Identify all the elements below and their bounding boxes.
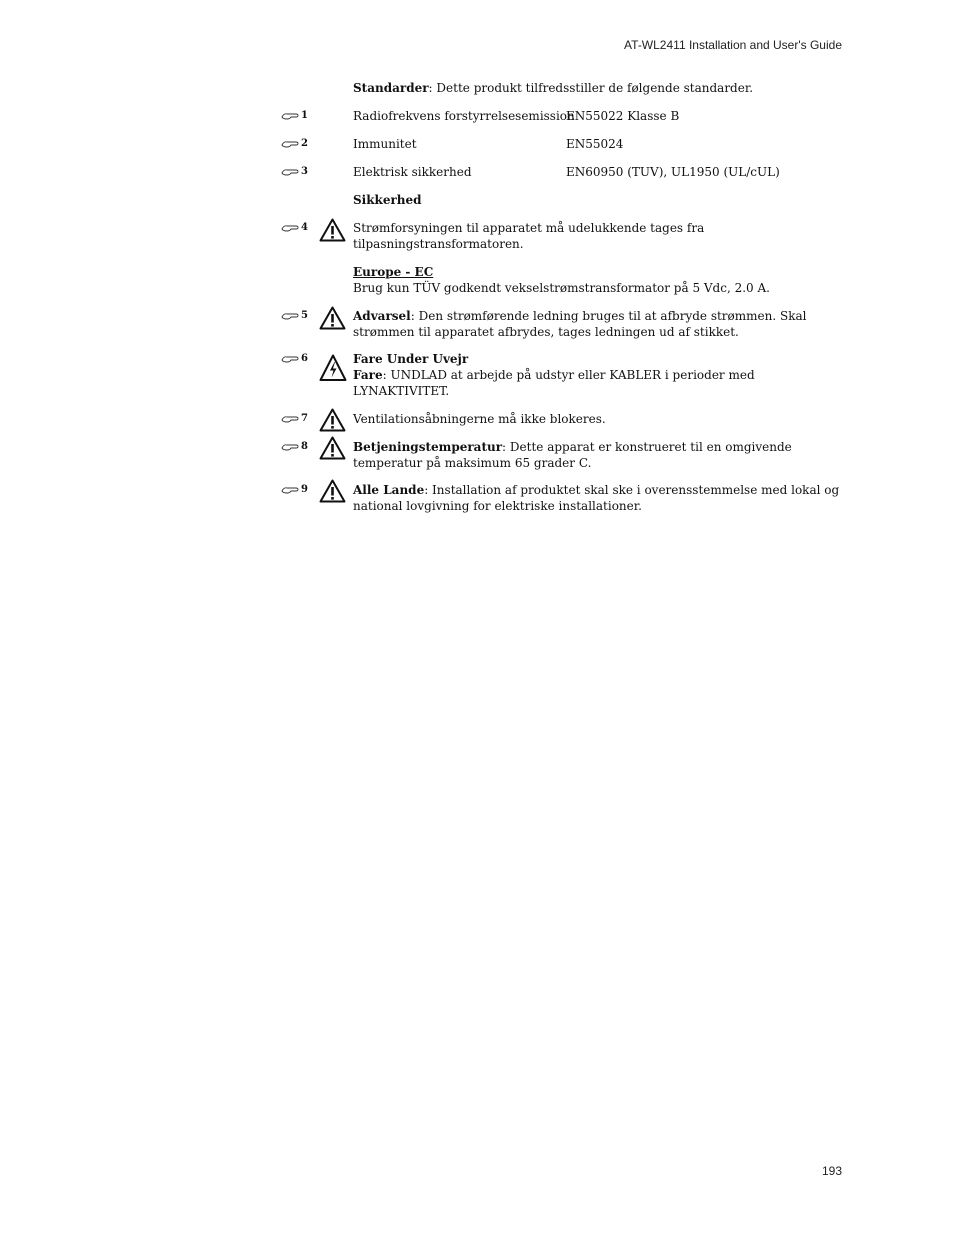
warning-triangle-icon <box>319 408 346 432</box>
item-marker-9 <box>281 484 308 495</box>
item-9-bold: Alle Lande <box>353 483 425 497</box>
item-marker-8 <box>281 441 308 452</box>
pointing-hand-icon <box>281 485 299 494</box>
item-7-text: Ventilationsåbningerne må ikke blokeres. <box>353 412 606 426</box>
item-8-text <box>353 439 843 471</box>
item-4-text: Strømforsyningen til apparatet må udelukkende tages fra tilpasningstransformatoren. <box>353 221 705 251</box>
item-5-text <box>353 308 843 340</box>
item-6-body: : UNDLAD at arbejde på udstyr eller KABLER i perioder med LYNAKTIVITET. <box>353 368 755 398</box>
standard-name: Immunitet <box>353 137 417 151</box>
page-header: AT-WL2411 Installation and User's Guide <box>624 38 842 52</box>
item-9-text <box>353 482 843 514</box>
item-number: 8 <box>301 441 308 452</box>
pointing-hand-icon <box>281 354 299 363</box>
warning-triangle-icon <box>319 306 346 330</box>
item-6-bold: Fare <box>353 368 383 382</box>
lightning-warning-icon <box>319 354 347 382</box>
warning-triangle-icon <box>319 479 346 503</box>
item-marker-4 <box>281 222 308 233</box>
pointing-hand-icon <box>281 311 299 320</box>
item-marker-5 <box>281 310 308 321</box>
europe-ec-heading: Europe - EC <box>353 265 434 279</box>
item-8-bold: Betjeningstemperatur <box>353 440 503 454</box>
standard-value: EN55024 <box>566 137 624 151</box>
item-5-body: : Den strømførende ledning bruges til at afbryde strømmen. Skal strømmen til apparatet afbrydes, tages ledningen ud af stikket. <box>353 309 807 339</box>
standards-intro-text: : Dette produkt tilfredsstiller de følgende standarder. <box>428 81 754 95</box>
item-5-bold: Advarsel <box>353 309 411 323</box>
item-number: 5 <box>301 310 308 321</box>
item-marker-7 <box>281 413 308 424</box>
safety-heading: Sikkerhed <box>353 193 422 207</box>
standard-value: EN60950 (TUV), UL1950 (UL/cUL) <box>566 165 780 179</box>
item-number: 1 <box>301 110 308 121</box>
item-number: 6 <box>301 353 308 364</box>
pointing-hand-icon <box>281 139 299 148</box>
pointing-hand-icon <box>281 442 299 451</box>
warning-triangle-icon <box>319 436 346 460</box>
standard-name: Radiofrekvens forstyrrelsesemission <box>353 109 575 123</box>
pointing-hand-icon <box>281 111 299 120</box>
europe-ec-text: Brug kun TÜV godkendt vekselstrømstransformator på 5 Vdc, 2.0 A. <box>353 281 770 295</box>
pointing-hand-icon <box>281 167 299 176</box>
standards-label: Standarder <box>353 81 429 95</box>
item-marker-2 <box>281 138 308 149</box>
item-number: 7 <box>301 413 308 424</box>
page-number: 193 <box>821 1164 842 1178</box>
item-number: 2 <box>301 138 308 149</box>
item-marker-1 <box>281 110 308 121</box>
item-number: 9 <box>301 484 308 495</box>
pointing-hand-icon <box>281 223 299 232</box>
warning-triangle-icon <box>319 218 346 242</box>
item-number: 4 <box>301 222 308 233</box>
item-6-text <box>353 351 843 399</box>
standard-value: EN55022 Klasse B <box>566 109 680 123</box>
standards-intro <box>353 80 843 96</box>
item-6-title: Fare Under Uvejr <box>353 352 469 366</box>
standard-name: Elektrisk sikkerhed <box>353 165 472 179</box>
pointing-hand-icon <box>281 414 299 423</box>
europe-ec-block <box>353 264 843 296</box>
item-marker-3 <box>281 166 308 177</box>
item-marker-6 <box>281 353 308 364</box>
item-number: 3 <box>301 166 308 177</box>
item-8-body: : Dette apparat er konstrueret til en omgivende temperatur på maksimum 65 grader C. <box>353 440 792 470</box>
item-9-body: : Installation af produktet skal ske i overensstemmelse med lokal og national lovgivning for elektriske installationer. <box>353 483 840 513</box>
